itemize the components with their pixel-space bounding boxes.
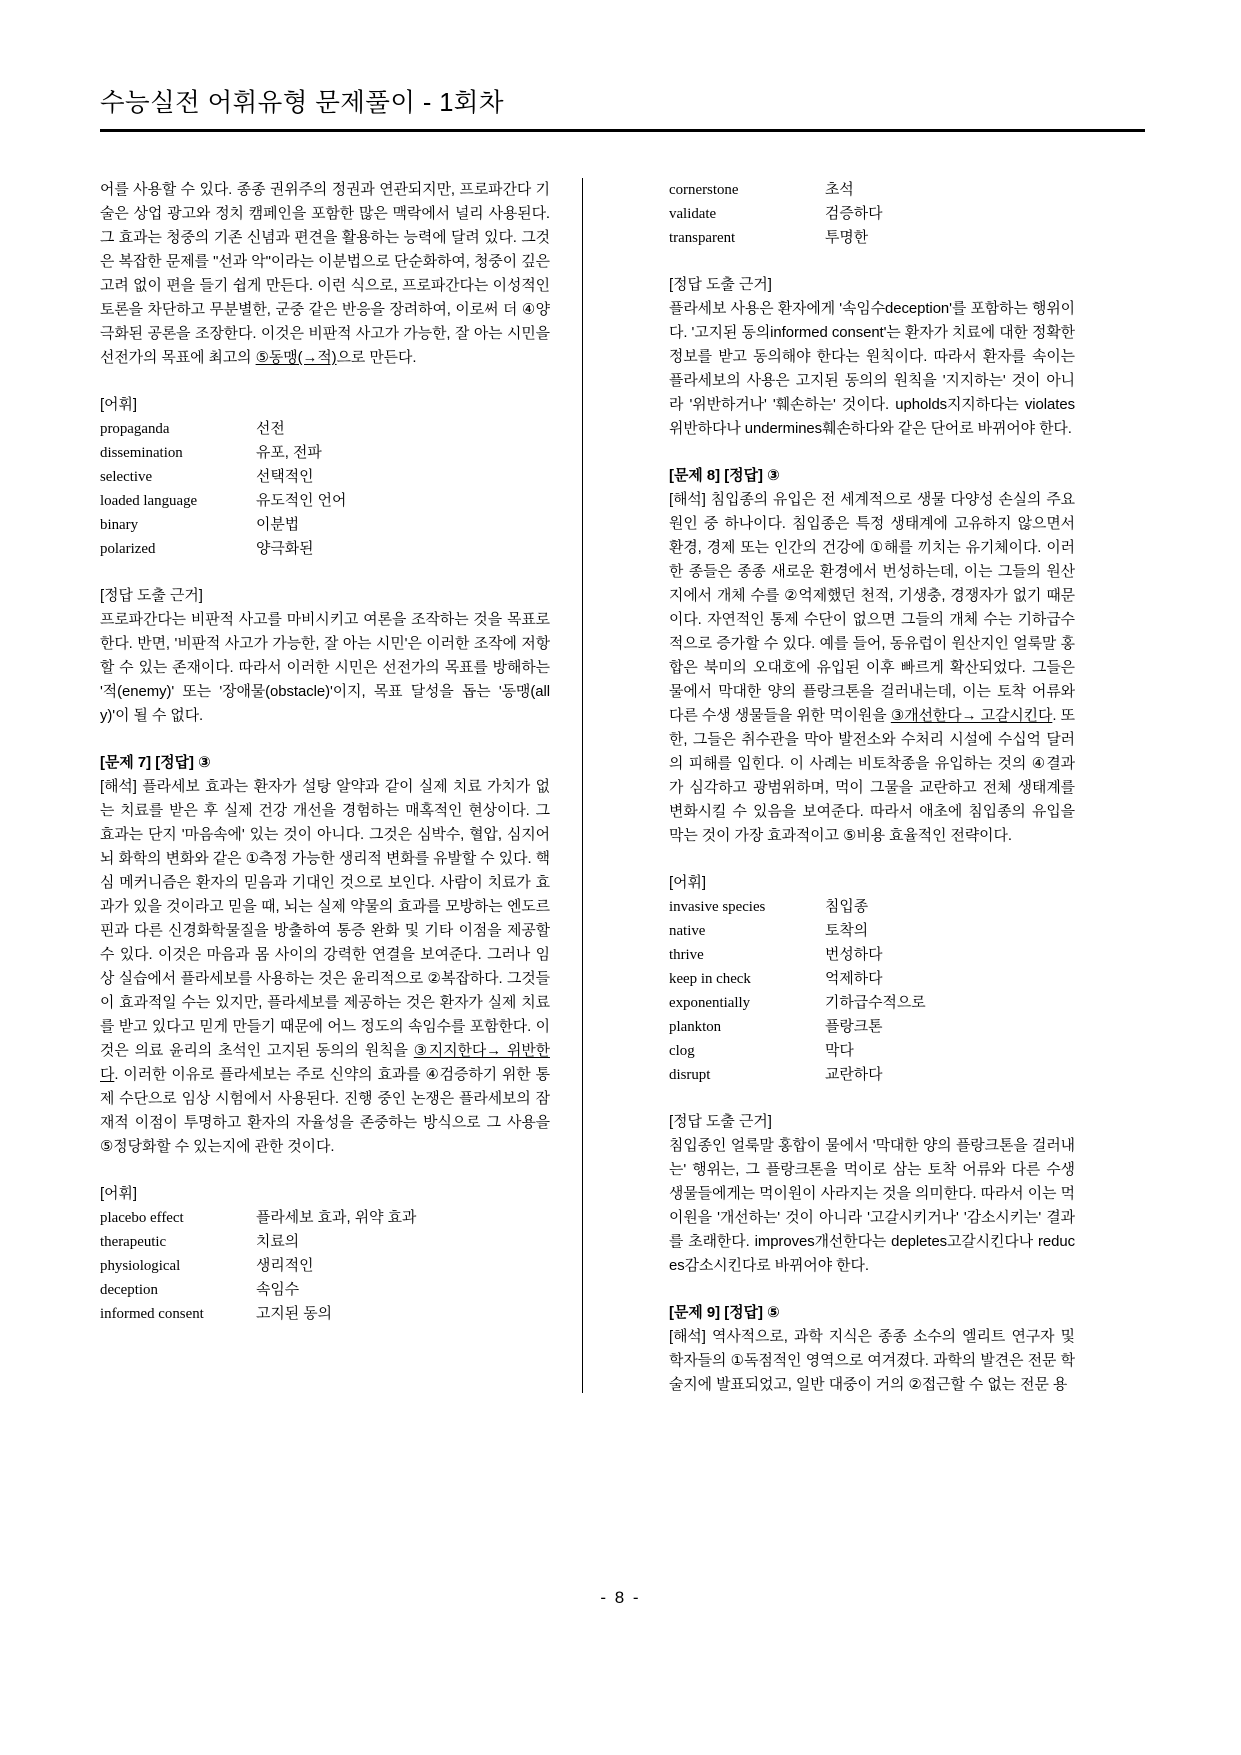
vocab-meaning: 유도적인 언어 — [256, 493, 347, 509]
vocab-meaning: 토착의 — [825, 923, 869, 939]
continued-passage-tail: 으로 만든다. — [336, 350, 417, 366]
spacer — [100, 370, 550, 393]
two-column-body — [100, 178, 1145, 1488]
rationale-paragraph-2: 플라세보 사용은 환자에게 '속임수deception'를 포함하는 행위이다. '고지된 동의informed consent'는 환자가 치료에 대한 정확한 정보를 받고 동의해야 한다는 원칙이다. 따라서 환자를 속이는 플라세보의 사용은 고지된 동의의 원칙을 '지지하는' 것이 아니라 '위반하거나' '훼손하는' 것이다. upholds지지하다는 violates위반하다나 undermines훼손하다와 같은 단어로 바뀌어야 한다. — [669, 301, 1075, 437]
spacer — [100, 728, 550, 751]
spacer — [669, 1087, 1075, 1110]
vocab-meaning: 교란하다 — [825, 1067, 883, 1083]
page-title: 수능실전 어휘유형 문제풀이 - 1회차 — [100, 89, 504, 117]
vocab-heading-2: [어휘] — [100, 1186, 138, 1202]
vocab-row — [669, 1063, 1075, 1087]
continued-passage-text: 어를 사용할 수 있다. 종종 권위주의 정권과 연관되지만, 프로파간다 기술은 상업 광고와 정치 캠페인을 포함한 많은 맥락에서 널리 사용된다. 그 효과는 청중의 기존 신념과 편견을 활용하는 능력에 달려 있다. 그것은 복잡한 문제를 "선과 악"이라는 이분법으로 단순화하여, 청중이 깊은 고려 없이 편을 들기 쉽게 만든다. 이런 식으로, 프로파간다는 이성적인 토론을 차단하고 무분별한, 군중 같은 반응을 장려하여, 이로써 더 ④양극화된 공론을 조장한다. 이것은 비판적 사고가 가능한, 잘 아는 시민을 선전가의 목표에 최고의 — [100, 182, 550, 366]
spacer — [669, 848, 1075, 871]
vocab-term: invasive species — [669, 899, 766, 915]
vocab-meaning: 플랑크톤 — [825, 1019, 883, 1035]
vocab-row — [100, 441, 550, 465]
vocab-row — [100, 489, 550, 513]
spacer — [100, 561, 550, 584]
spacer — [669, 250, 1075, 273]
vocab-row — [669, 1015, 1075, 1039]
vocab-term: plankton — [669, 1019, 722, 1035]
vocab-meaning: 고지된 동의 — [256, 1306, 333, 1322]
spacer — [669, 441, 1075, 464]
vocab-term: loaded language — [100, 493, 198, 509]
vocab-row — [100, 417, 550, 441]
question-7-explanation-part2: . 이러한 이유로 플라세보는 주로 신약의 효과를 ④검증하기 위한 통제 수단으로 임상 시험에서 사용된다. 진행 중인 논쟁은 플라세보의 잠재적 이점이 투명하고 환자의 자율성을 존중하는 방식으로 그 사용을 ⑤정당화할 수 있는지에 관한 것이다. — [100, 1067, 550, 1155]
vocab-term: propaganda — [100, 421, 170, 437]
vocab-row — [100, 1230, 550, 1254]
continued-passage-paragraph — [100, 178, 550, 370]
document-header — [100, 88, 1145, 132]
question-7-heading: [문제 7] [정답] ③ — [100, 755, 211, 771]
vocab-term: native — [669, 923, 706, 939]
vocab-row — [100, 537, 550, 561]
vocab-meaning: 투명한 — [825, 230, 869, 246]
vocab-table-1 — [100, 417, 550, 561]
vocab-meaning: 침입종 — [825, 899, 869, 915]
question-8-correction: ③개선한다→ 고갈시킨다 — [890, 708, 1053, 724]
vocab-row — [669, 967, 1075, 991]
rationale-heading-2: [정답 도출 근거] — [669, 277, 772, 293]
left-column — [100, 178, 562, 1488]
rationale-heading-3: [정답 도출 근거] — [669, 1114, 772, 1130]
question-9-heading: [문제 9] [정답] ⑤ — [669, 1305, 780, 1321]
page-number: - 8 - — [600, 1588, 641, 1607]
vocab-term: physiological — [100, 1258, 181, 1274]
vocab-meaning: 선택적인 — [256, 469, 314, 485]
vocab-row — [100, 1302, 550, 1326]
rationale-heading-1: [정답 도출 근거] — [100, 588, 203, 604]
vocab-row — [669, 943, 1075, 967]
spacer — [100, 1159, 550, 1182]
vocab-row — [669, 202, 1075, 226]
right-column — [613, 178, 1075, 1488]
vocab-row — [100, 1206, 550, 1230]
question-8-explanation-part1: [해석] 침입종의 유입은 전 세계적으로 생물 다양성 손실의 주요 원인 중 하나이다. 침입종은 특정 생태계에 고유하지 않으면서 환경, 경제 또는 인간의 건강에 ①해를 끼치는 유기체이다. 이러한 종들은 종종 새로운 환경에서 번성하는데, 이는 그들의 원산지에서 개체 수를 ②억제했던 천적, 기생충, 경쟁자가 없기 때문이다. 자연적인 통제 수단이 없으면 그들의 개체 수는 기하급수적으로 증가할 수 있다. 예를 들어, 동유럽이 원산지인 얼룩말 홍합은 북미의 오대호에 유입된 이후 빠르게 확산되었다. 그들은 물에서 막대한 양의 플랑크톤을 걸러내는데, 이는 토착 어류와 다른 수생 생물들을 위한 먹이원을 — [669, 492, 1075, 724]
vocab-row — [669, 226, 1075, 250]
vocab-meaning: 플라세보 효과, 위약 효과 — [256, 1210, 417, 1226]
vocab-term: placebo effect — [100, 1210, 184, 1226]
vocab-term: dissemination — [100, 445, 183, 461]
vocab-term: selective — [100, 469, 153, 485]
vocab-meaning: 막다 — [825, 1043, 854, 1059]
vocab-row — [669, 919, 1075, 943]
vocab-table-3 — [669, 895, 1075, 1087]
vocab-meaning: 억제하다 — [825, 971, 883, 987]
question-7-correction: ③지지한다→ 위반한다 — [100, 1043, 550, 1083]
vocab-meaning: 초석 — [825, 182, 854, 198]
vocab-row — [100, 1278, 550, 1302]
question-8-explanation — [669, 488, 1075, 848]
vocab-meaning: 유포, 전파 — [256, 445, 322, 461]
vocab-term: deception — [100, 1282, 158, 1298]
vocab-term: keep in check — [669, 971, 751, 987]
vocab-row — [100, 513, 550, 537]
question-8-explanation-part2: . 또한, 그들은 취수관을 막아 발전소와 수처리 시설에 수십억 달러의 피해를 입힌다. 이 사례는 비토착종을 유입하는 것의 ④결과가 심각하고 광범위하며, 먹이 그물을 교란하고 전체 생태계를 변화시킬 수 있음을 보여준다. 따라서 애초에 침입종의 유입을 막는 것이 가장 효과적이고 ⑤비용 효율적인 전략이다. — [669, 708, 1075, 844]
vocab-row — [100, 1254, 550, 1278]
vocab-term: therapeutic — [100, 1234, 167, 1250]
vocab-term: clog — [669, 1043, 695, 1059]
rationale-paragraph-1: 프로파간다는 비판적 사고를 마비시키고 여론을 조작하는 것을 목표로 한다. 반면, '비판적 사고가 가능한, 잘 아는 시민'은 이러한 조작에 저항할 수 있는 존재이다. 따라서 이러한 시민은 선전가의 목표를 방해하는 '적(enemy)' 또는 '장애물(obstacle)'이지, 목표 달성을 돕는 '동맹(ally)'이 될 수 없다. — [100, 612, 550, 724]
vocab-meaning: 치료의 — [256, 1234, 300, 1250]
vocab-row — [669, 991, 1075, 1015]
question-9-explanation: [해석] 역사적으로, 과학 지식은 종종 소수의 엘리트 연구자 및 학자들의 ①독점적인 영역으로 여겨졌다. 과학의 발견은 전문 학술지에 발표되었고, 일반 대중이 거의 ②접근할 수 없는 전문 용 — [669, 1329, 1075, 1393]
vocab-table-2 — [100, 1206, 550, 1326]
vocab-term: thrive — [669, 947, 704, 963]
continued-passage-correction: ⑤동맹(→적) — [255, 350, 337, 366]
vocab-term: transparent — [669, 230, 736, 246]
vocab-heading-3: [어휘] — [669, 875, 707, 891]
column-divider — [582, 178, 583, 1393]
vocab-term: cornerstone — [669, 182, 739, 198]
vocab-meaning: 기하급수적으로 — [825, 995, 926, 1011]
vocab-table-2-continued — [669, 178, 1075, 250]
vocab-heading-1: [어휘] — [100, 397, 138, 413]
vocab-meaning: 검증하다 — [825, 206, 883, 222]
vocab-meaning: 속임수 — [256, 1282, 300, 1298]
vocab-term: polarized — [100, 541, 156, 557]
vocab-term: exponentially — [669, 995, 751, 1011]
vocab-meaning: 번성하다 — [825, 947, 883, 963]
vocab-term: informed consent — [100, 1306, 204, 1322]
question-7-explanation — [100, 775, 550, 1159]
vocab-row — [669, 895, 1075, 919]
vocab-term: validate — [669, 206, 717, 222]
question-7-explanation-part1: [해석] 플라세보 효과는 환자가 설탕 알약과 같이 실제 치료 가치가 없는 치료를 받은 후 실제 건강 개선을 경험하는 매혹적인 현상이다. 그 효과는 단지 '마음속에' 있는 것이 아니다. 그것은 심박수, 혈압, 심지어 뇌 화학의 변화와 같은 ①측정 가능한 생리적 변화를 유발할 수 있다. 핵심 메커니즘은 환자의 믿음과 기대인 것으로 보인다. 사람이 치료가 효과가 있을 것이라고 믿을 때, 뇌는 실제 약물의 효과를 모방하는 엔도르핀과 다른 신경화학물질을 방출하여 통증 완화 및 기타 이점을 제공할 수 있다. 이것은 마음과 몸 사이의 강력한 연결을 보여준다. 그러나 임상 실습에서 플라세보를 사용하는 것은 윤리적으로 ②복잡하다. 그것들이 효과적일 수는 있지만, 플라세보를 제공하는 것은 환자가 실제 치료를 받고 있다고 믿게 만들기 때문에 어느 정도의 속임수를 포함한다. 이것은 의료 윤리의 초석인 고지된 동의의 원칙을 — [100, 779, 550, 1059]
vocab-row — [100, 465, 550, 489]
vocab-row — [669, 178, 1075, 202]
vocab-term: disrupt — [669, 1067, 711, 1083]
question-8-heading: [문제 8] [정답] ③ — [669, 468, 780, 484]
spacer — [669, 1278, 1075, 1301]
vocab-term: binary — [100, 517, 139, 533]
header-divider-rule — [100, 129, 1145, 132]
rationale-paragraph-3: 침입종인 얼룩말 홍합이 물에서 '막대한 양의 플랑크톤을 걸러내는' 행위는, 그 플랑크톤을 먹이로 삼는 토착 어류와 다른 수생 생물들에게는 먹이원이 사라지는 것을 의미한다. 따라서 이는 먹이원을 '개선하는' 것이 아니라 '고갈시키거나' '감소시키는' 결과를 초래한다. improves개선한다는 depletes고갈시킨다나 reduces감소시킨다로 바뀌어야 한다. — [669, 1138, 1075, 1274]
vocab-meaning: 생리적인 — [256, 1258, 314, 1274]
vocab-row — [669, 1039, 1075, 1063]
vocab-meaning: 선전 — [256, 421, 285, 437]
vocab-meaning: 양극화된 — [256, 541, 314, 557]
vocab-meaning: 이분법 — [256, 517, 300, 533]
